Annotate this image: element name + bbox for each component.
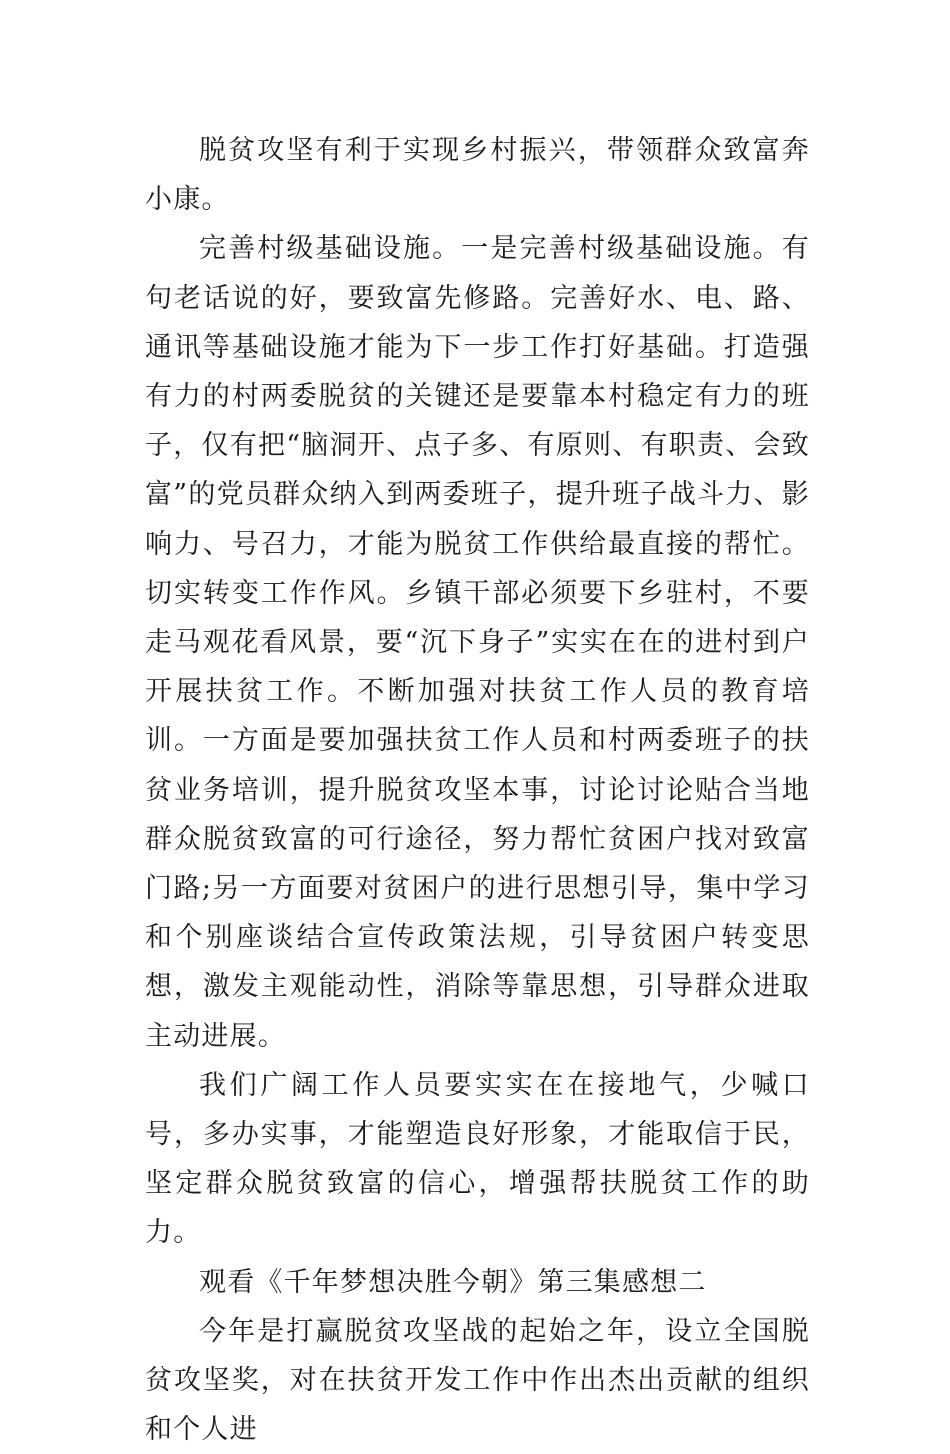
document-body: [145, 126, 810, 1454]
paragraph-infrastructure: 完善村级基础设施。一是完善村级基础设施。有句老话说的好，要致富先修路。完善好水、电、路、通讯等基础设施才能为下一步工作打好基础。打造强有力的村两委脱贫的关键还是要靠本村稳定有力的班子，仅有把“脑洞开、点子多、有原则、有职责、会致富”的党员群众纳入到两委班子，提升班子战斗力、影响力、号召力，才能为脱贫工作供给最直接的帮忙。切实转变工作作风。乡镇干部必须要下乡驻村，不要走马观花看风景，要“沉下身子”实实在在的进村到户开展扶贫工作。不断加强对扶贫工作人员的教育培训。一方面是要加强扶贫工作人员和村两委班子的扶贫业务培训，提升脱贫攻坚本事，讨论讨论贴合当地群众脱贫致富的可行途径，努力帮忙贫困户找对致富门路;另一方面要对贫困户的进行思想引导，集中学习和个别座谈结合宣传政策法规，引导贫困户转变思想，激发主观能动性，消除等靠思想，引导群众进取主动进展。: [145, 233, 810, 1052]
paragraph-intro: 脱贫攻坚有利于实现乡村振兴，带领群众致富奔小康。: [145, 135, 810, 216]
paragraph-work-staff: 我们广阔工作人员要实实在在接地气，少喊口号，多办实事，才能塑造良好形象，才能取信于民，坚定群众脱贫致富的信心，增强帮扶脱贫工作的助力。: [145, 1069, 810, 1249]
section-heading: 观看《千年梦想决胜今朝》第三集感想二: [199, 1266, 707, 1298]
paragraph-award: 今年是打赢脱贫攻坚战的起始之年，设立全国脱贫攻坚奖，对在扶贫开发工作中作出杰出贡献的组织和个人进: [145, 1315, 810, 1446]
